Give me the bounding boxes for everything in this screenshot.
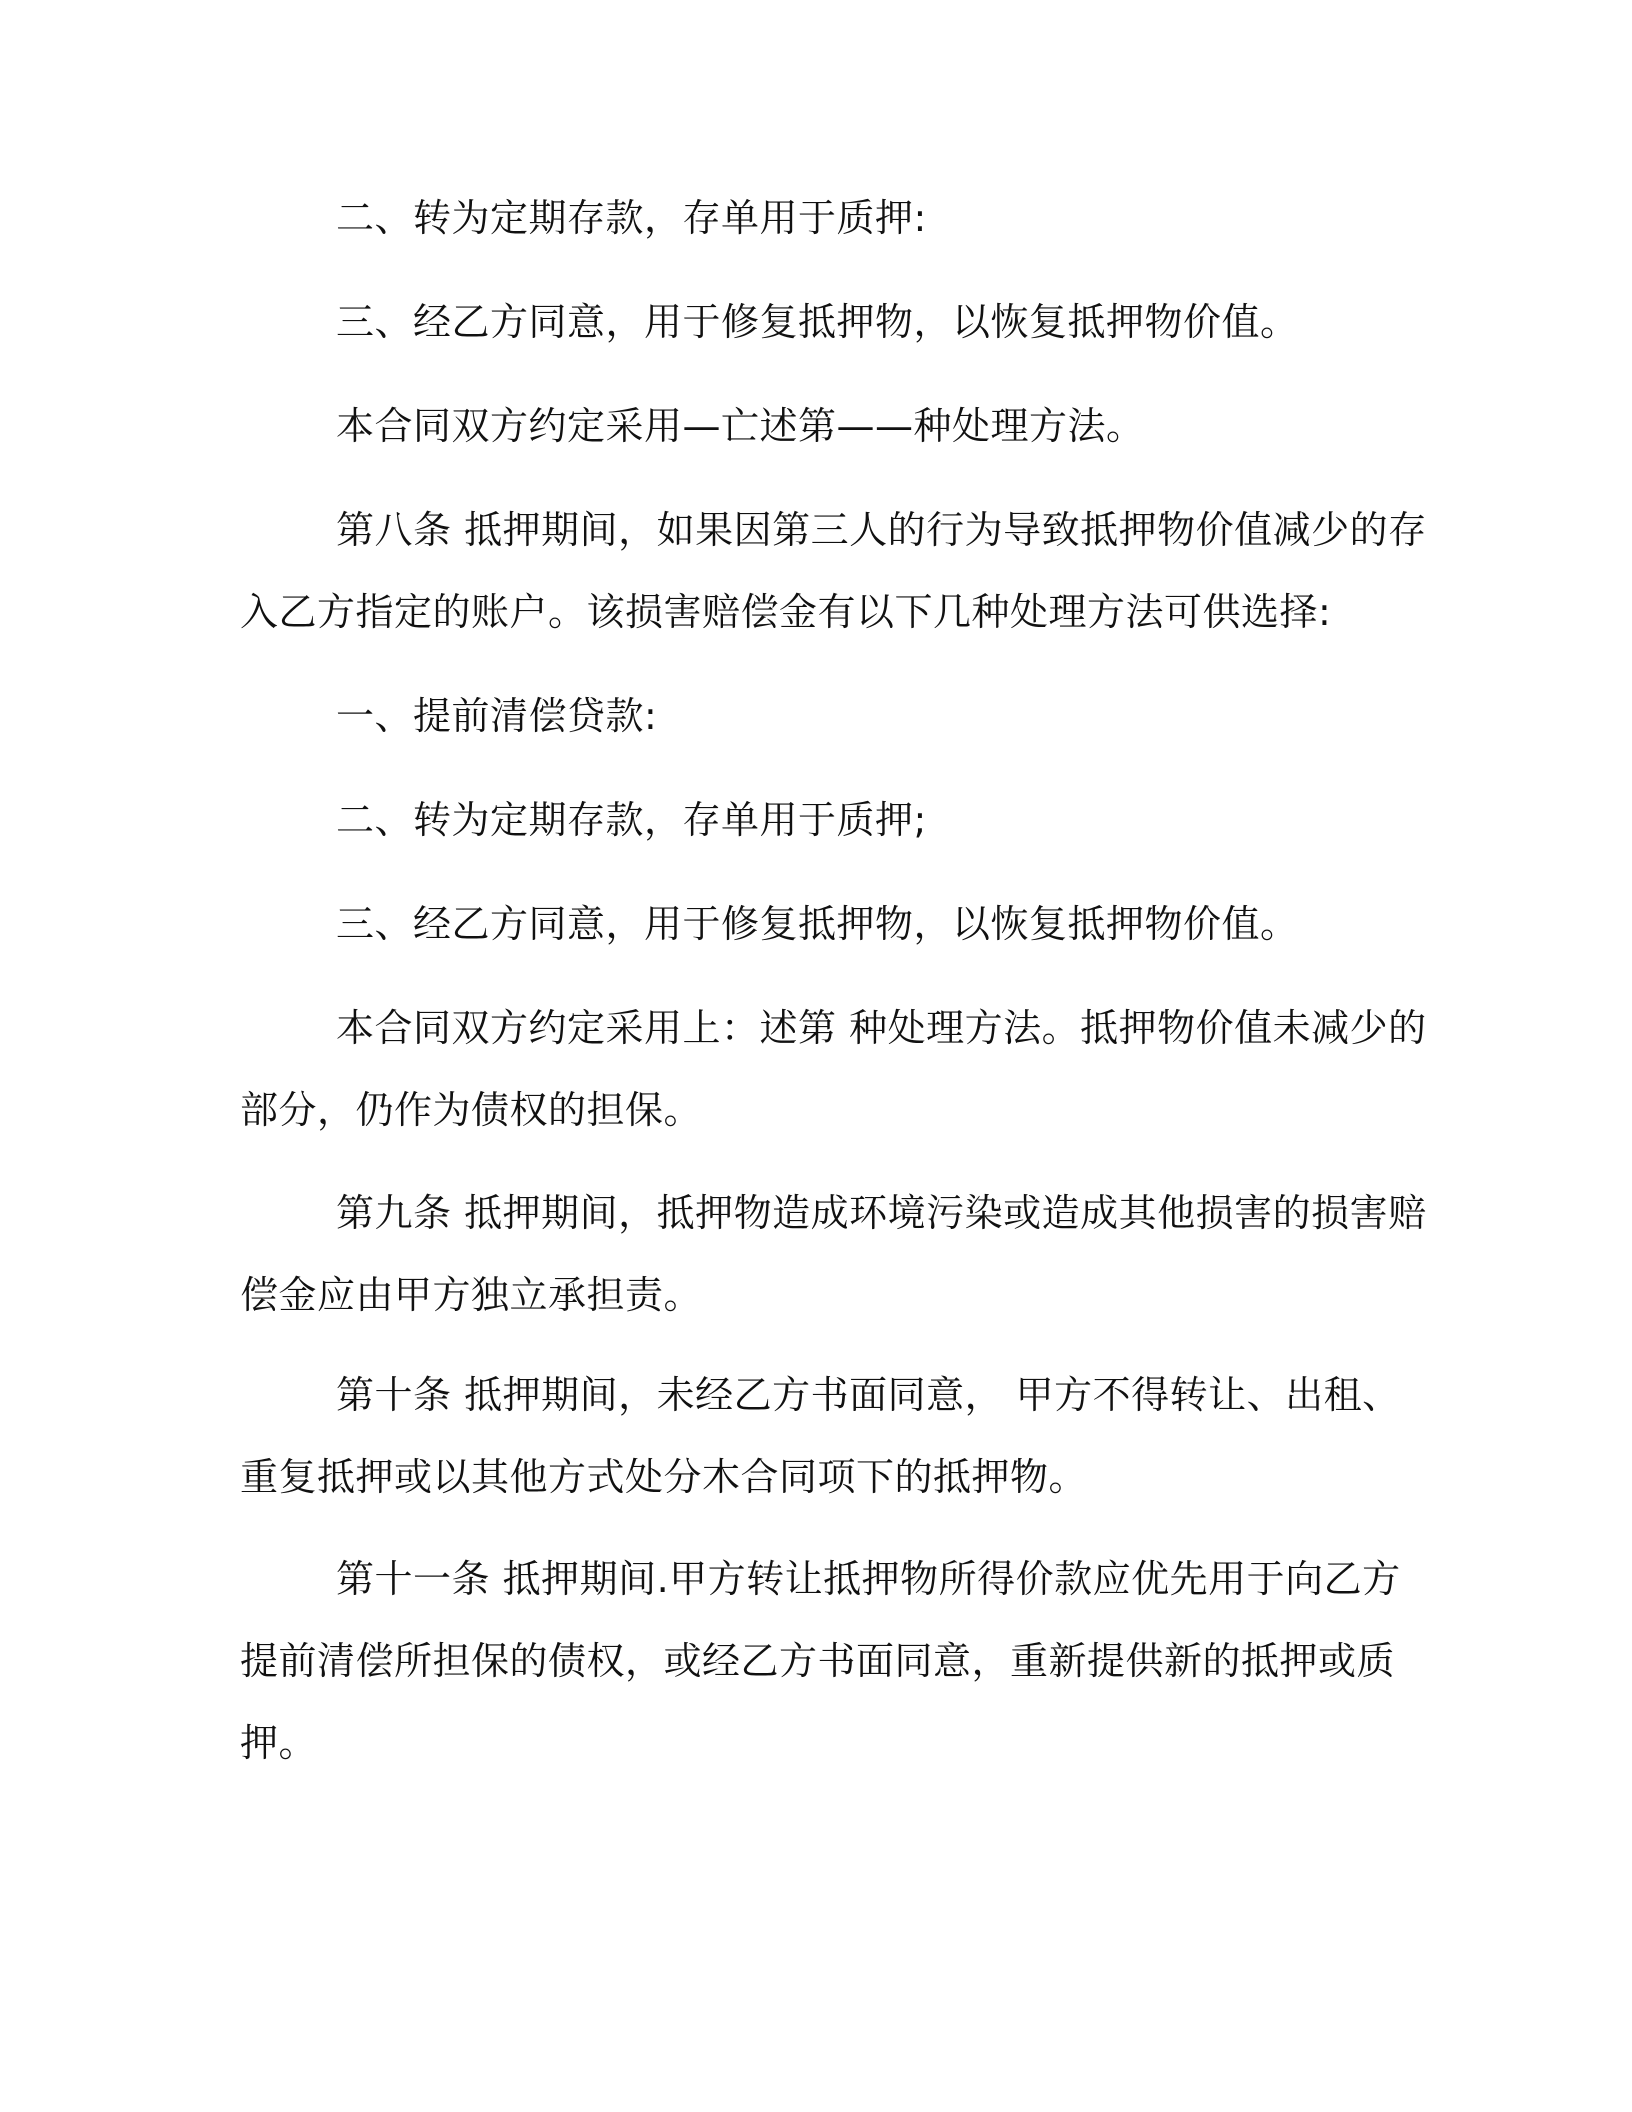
paragraph-line: 本合同双方约定采用—亡述第——种处理方法。 bbox=[336, 404, 1145, 448]
paragraph-agreement-b bbox=[240, 987, 1427, 1151]
paragraph-line: 三、经乙方同意，用于修复抵押物，以恢复抵押物价值。 bbox=[336, 300, 1299, 344]
paragraph-option-3-a bbox=[240, 281, 1390, 363]
paragraph-option-2-b bbox=[240, 779, 1390, 861]
paragraph-line: 二、转为定期存款，存单用于质押: bbox=[336, 196, 927, 240]
paragraph-line: 提前清偿所担保的债权，或经乙方书面同意，重新提供新的抵押或质 bbox=[240, 1639, 1396, 1683]
paragraph-article-8 bbox=[240, 489, 1427, 653]
paragraph-line: 部分，仍作为债权的担保。 bbox=[240, 1088, 703, 1132]
paragraph-line: 三、经乙方同意，用于修复抵押物，以恢复抵押物价值。 bbox=[336, 902, 1299, 946]
paragraph-article-11 bbox=[240, 1538, 1401, 1784]
paragraph-line: 第九条 抵押期间，抵押物造成环境污染或造成其他损害的损害赔 bbox=[336, 1191, 1427, 1235]
paragraph-line: 第十一条 抵押期间.甲方转让抵押物所得价款应优先用于向乙方 bbox=[336, 1557, 1401, 1601]
paragraph-line: 一、提前清偿贷款: bbox=[336, 694, 658, 738]
paragraph-line: 第十条 抵押期间，未经乙方书面同意， 甲方不得转让、出租、 bbox=[336, 1373, 1401, 1417]
paragraph-line: 重复抵押或以其他方式处分木合同项下的抵押物。 bbox=[240, 1455, 1088, 1499]
paragraph-line: 入乙方指定的账户。该损害赔偿金有以下几种处理方法可供选择: bbox=[240, 590, 1332, 634]
paragraph-line: 偿金应由甲方独立承担责。 bbox=[240, 1273, 703, 1317]
paragraph-line: 第八条 抵押期间，如果因第三人的行为导致抵押物价值减少的存 bbox=[336, 508, 1427, 552]
paragraph-article-9 bbox=[240, 1172, 1427, 1336]
paragraph-agreement-a bbox=[240, 385, 1390, 467]
paragraph-option-1 bbox=[240, 675, 1390, 757]
paragraph-line: 本合同双方约定采用上：述第 种处理方法。抵押物价值未减少的 bbox=[336, 1006, 1427, 1050]
paragraph-article-10 bbox=[240, 1354, 1401, 1518]
paragraph-line: 二、转为定期存款，存单用于质押; bbox=[336, 798, 927, 842]
paragraph-line: 押。 bbox=[240, 1721, 318, 1765]
paragraph-option-2-a bbox=[240, 177, 1390, 259]
paragraph-option-3-b bbox=[240, 883, 1390, 965]
